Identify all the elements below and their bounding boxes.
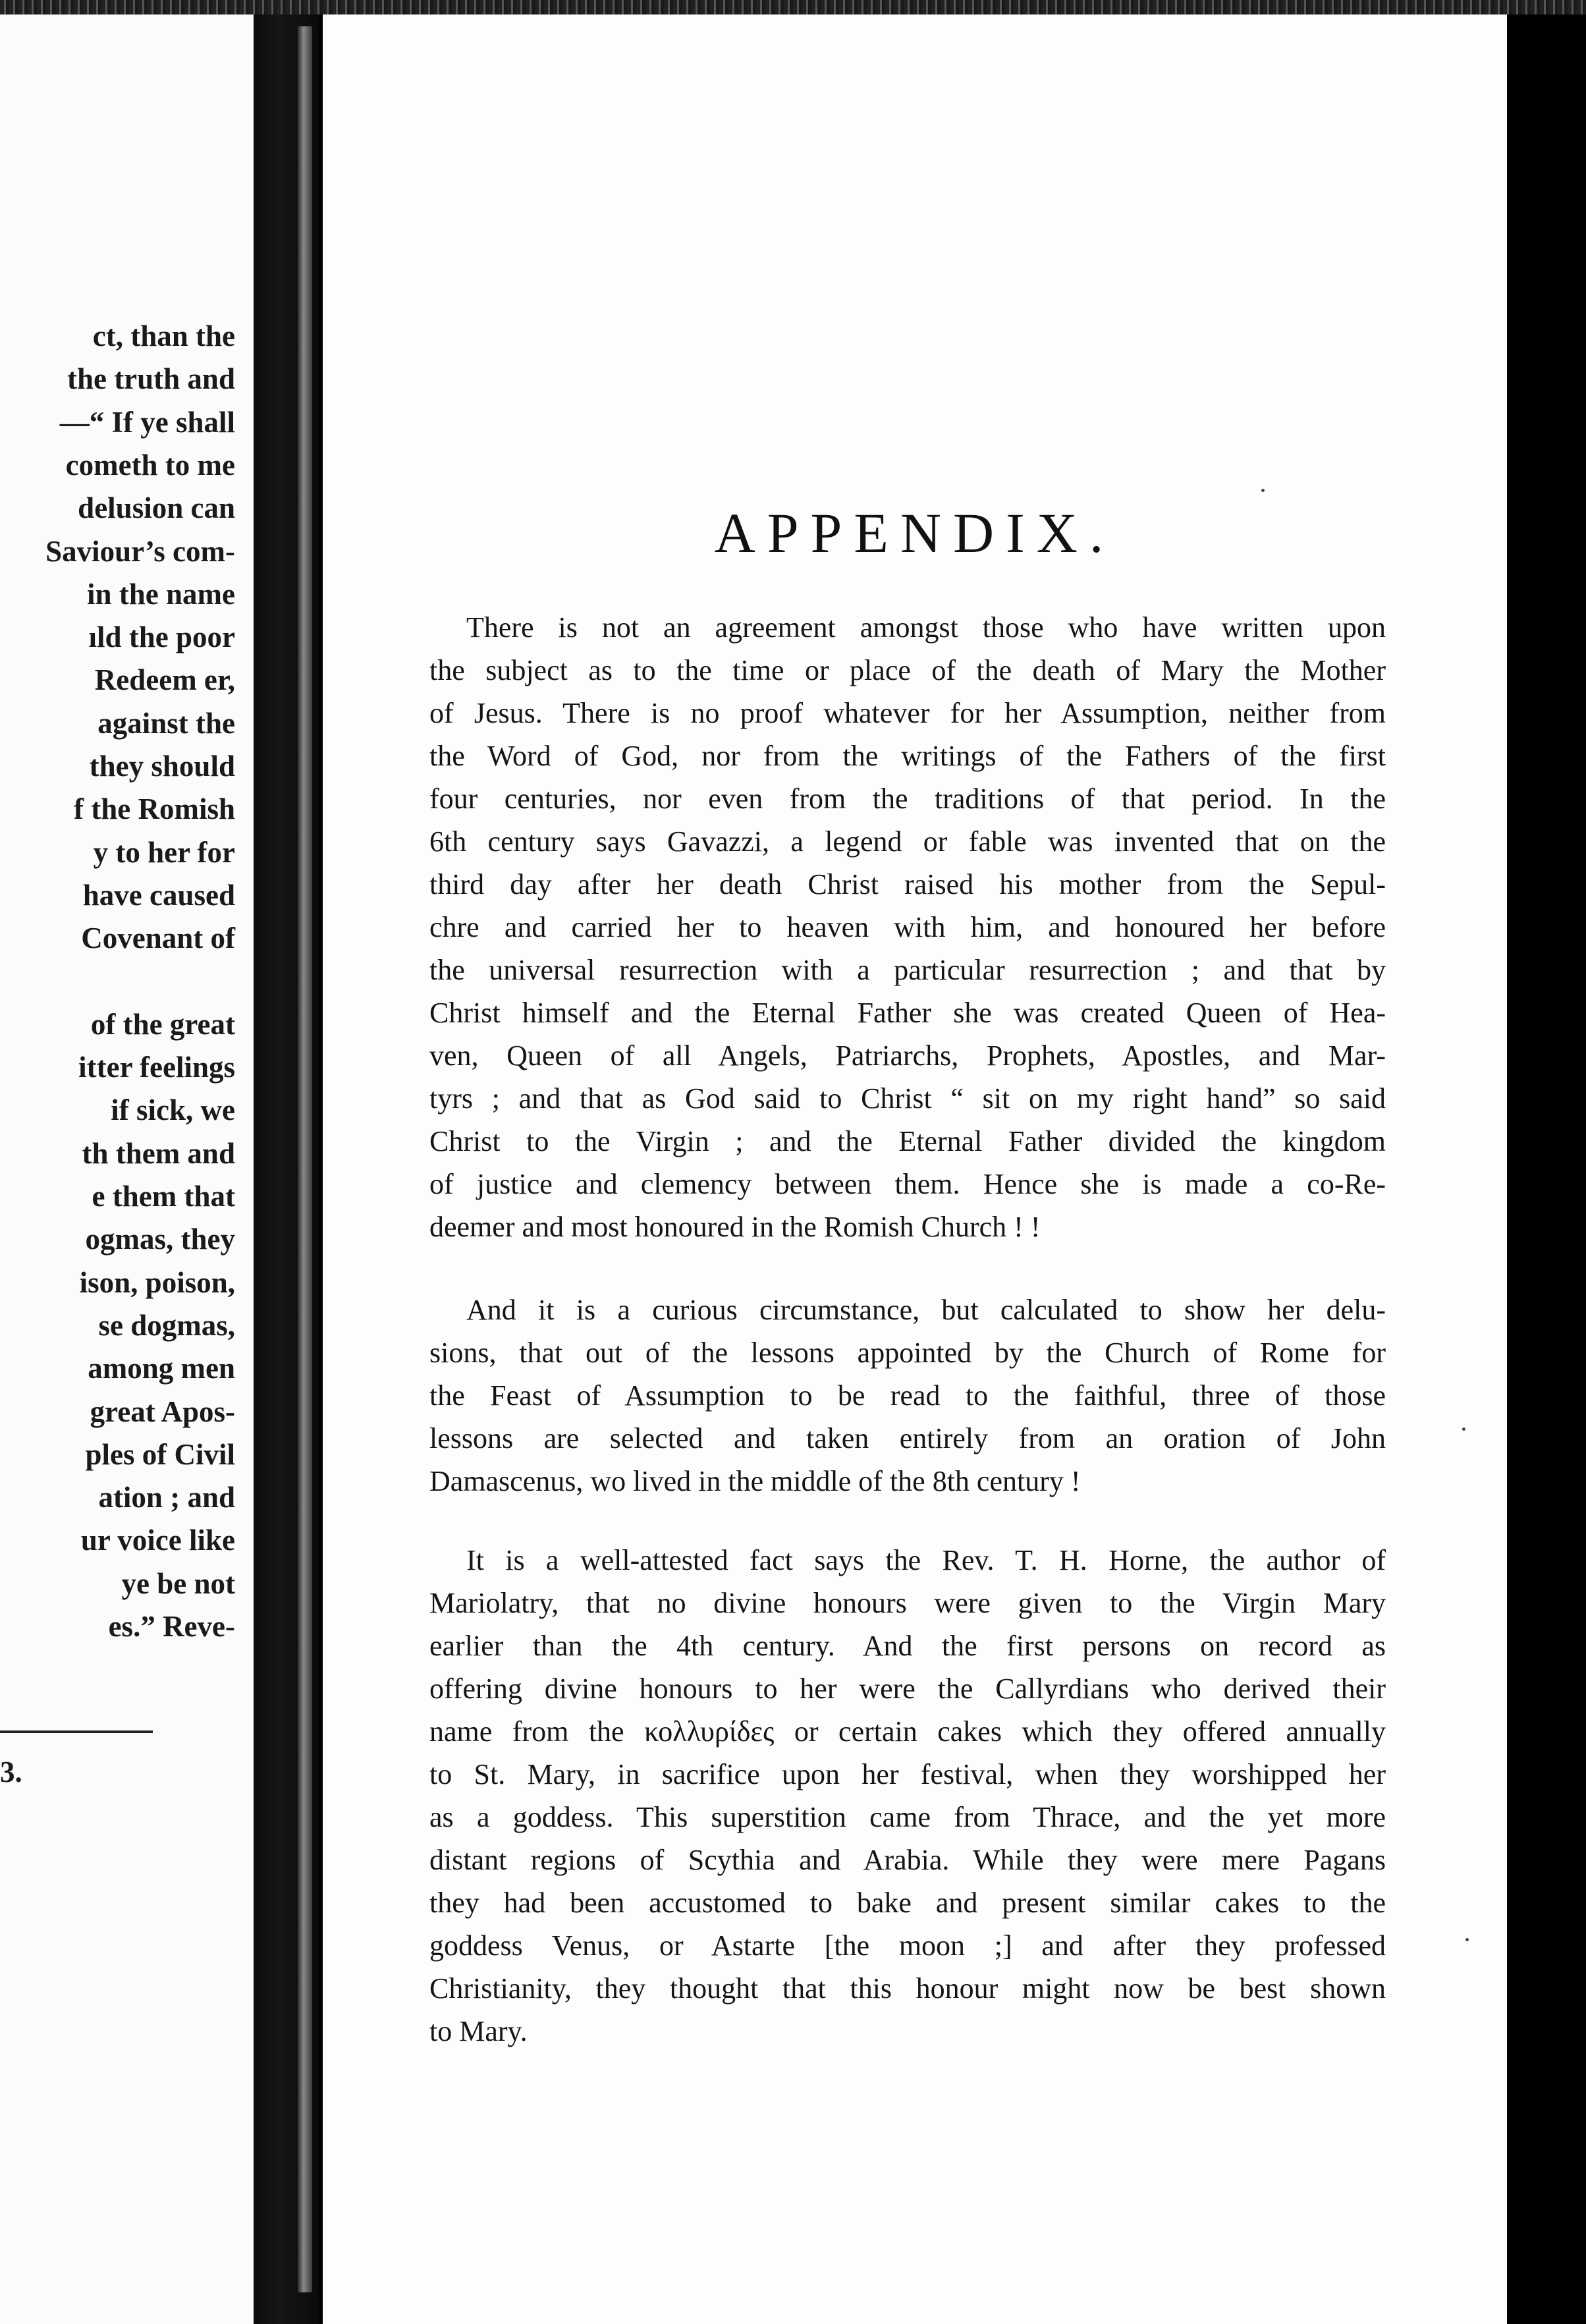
text-line: ven, Queen of all Angels, Patriarchs, Prophets, Apostles, and Mar-: [429, 1039, 1386, 1072]
speck: [1465, 1938, 1469, 1941]
left-page-line: e them that: [92, 1180, 235, 1213]
left-page-line: of the great: [90, 1007, 235, 1041]
text-line: chre and carried her to heaven with him, and honoured her before: [429, 911, 1386, 943]
left-page-line: y to her for: [93, 835, 235, 869]
paragraph-assumption: [429, 606, 1386, 1248]
left-page-line: the truth and: [67, 362, 235, 396]
left-page-line: itter feelings: [78, 1051, 235, 1084]
left-page-line: ison, poison,: [79, 1265, 235, 1299]
text-line: third day after her death Christ raised his mother from the Sepul-: [429, 868, 1386, 900]
text-line: tyrs ; and that as God said to Christ “ sit on my right hand” so said: [429, 1082, 1386, 1115]
text-line: to Mary.: [429, 2015, 528, 2047]
text-line: distant regions of Scythia and Arabia. While they were mere Pagans: [429, 1844, 1386, 1876]
text-line: offering divine honours to her were the Callyrdians who derived their: [429, 1673, 1386, 1705]
text-line: sions, that out of the lessons appointed by the Church of Rome for: [429, 1337, 1386, 1369]
footnote-rule: [0, 1730, 153, 1733]
left-page-line: ogmas, they: [85, 1223, 235, 1256]
left-page-line: in the name: [87, 577, 235, 611]
left-page-line: f the Romish: [74, 792, 235, 826]
left-page-line: ıld the poor: [88, 621, 235, 654]
text-line: goddess Venus, or Astarte [the moon ;] and after they professed: [429, 1929, 1386, 1962]
text-line: the subject as to the time or place of the death of Mary the Mother: [429, 654, 1386, 686]
text-line: Damascenus, wo lived in the middle of the 8th century !: [429, 1465, 1081, 1497]
text-line: the Feast of Assumption to be read to the faithful, three of those: [429, 1379, 1386, 1412]
left-page-line: ur voice like: [80, 1524, 235, 1557]
left-page-line: Covenant of: [81, 922, 235, 955]
text-line: of Jesus. There is no proof whatever for her Assumption, neither from: [429, 697, 1386, 729]
left-page-line: ye be not: [121, 1566, 235, 1600]
text-line: name from the κολλυρίδες or certain cakes which they offered annually: [429, 1715, 1386, 1748]
text-line: Christ to the Virgin ; and the Eternal Father divided the kingdom: [429, 1125, 1386, 1157]
left-page-line: have caused: [82, 878, 235, 912]
left-page-line: se dogmas,: [98, 1308, 235, 1342]
paragraph-callyrdians: [429, 1539, 1386, 2053]
left-page-line: if sick, we: [111, 1093, 235, 1127]
left-page-line: th them and: [82, 1136, 235, 1170]
text-line: Christ himself and the Eternal Father she was created Queen of Hea-: [429, 997, 1386, 1029]
text-line: Christianity, they thought that this honour might now be best shown: [429, 1972, 1386, 2005]
text-line: earlier than the 4th century. And the first persons on record as: [429, 1630, 1386, 1662]
text-line: lessons are selected and taken entirely from an oration of John: [429, 1422, 1386, 1454]
text-line: to St. Mary, in sacrifice upon her festival, when they worshipped her: [429, 1758, 1386, 1790]
right-page: [323, 14, 1507, 2324]
text-line: And it is a curious circumstance, but calculated to show her delu-: [466, 1294, 1386, 1326]
left-page-line: es.” Reve-: [108, 1610, 235, 1643]
text-line: of justice and clemency between them. Hence she is made a co-Re-: [429, 1168, 1386, 1200]
appendix-title: APPENDIX.: [714, 501, 1116, 565]
text-line: It is a well-attested fact says the Rev. T. H. Horne, the author of: [466, 1544, 1386, 1576]
left-page-line: among men: [88, 1352, 235, 1385]
left-page-line: 3.: [0, 1756, 22, 1788]
text-line: There is not an agreement amongst those who have written upon: [466, 611, 1386, 644]
left-page-line: delusion can: [78, 491, 235, 525]
text-line: Mariolatry, that no divine honours were given to the Virgin Mary: [429, 1587, 1386, 1619]
left-page-line: ation ; and: [98, 1481, 235, 1514]
left-page: [0, 14, 254, 2324]
left-page-line: ples of Civil: [85, 1437, 235, 1471]
text-line: 6th century says Gavazzi, a legend or fable was invented that on the: [429, 825, 1386, 858]
scan-right-edge: [1507, 14, 1586, 2324]
left-page-line: Redeem er,: [94, 663, 235, 697]
left-page-line: —“ If ye shall: [59, 405, 235, 439]
paragraph-feast-lessons: [429, 1288, 1386, 1503]
text-line: deemer and most honoured in the Romish Church ! !: [429, 1211, 1041, 1243]
text-line: they had been accustomed to bake and present similar cakes to the: [429, 1887, 1386, 1919]
text-line: the Word of God, nor from the writings of the Fathers of the first: [429, 740, 1386, 772]
left-page-line: they should: [89, 750, 235, 783]
left-page-line: Saviour’s com-: [45, 534, 235, 568]
text-line: four centuries, nor even from the traditions of that period. In the: [429, 783, 1386, 815]
left-page-line: cometh to me: [65, 448, 235, 482]
left-page-line: against the: [97, 706, 235, 740]
scan-top-edge: [0, 0, 1586, 14]
left-page-line: great Apos-: [90, 1395, 235, 1428]
text-line: the universal resurrection with a particular resurrection ; and that by: [429, 954, 1386, 986]
speck: [1261, 489, 1265, 492]
page-edge-shadow: [298, 26, 312, 2292]
speck: [1462, 1427, 1465, 1431]
text-line: as a goddess. This superstition came from Thrace, and the yet more: [429, 1801, 1386, 1833]
left-page-line: ct, than the: [92, 319, 235, 352]
